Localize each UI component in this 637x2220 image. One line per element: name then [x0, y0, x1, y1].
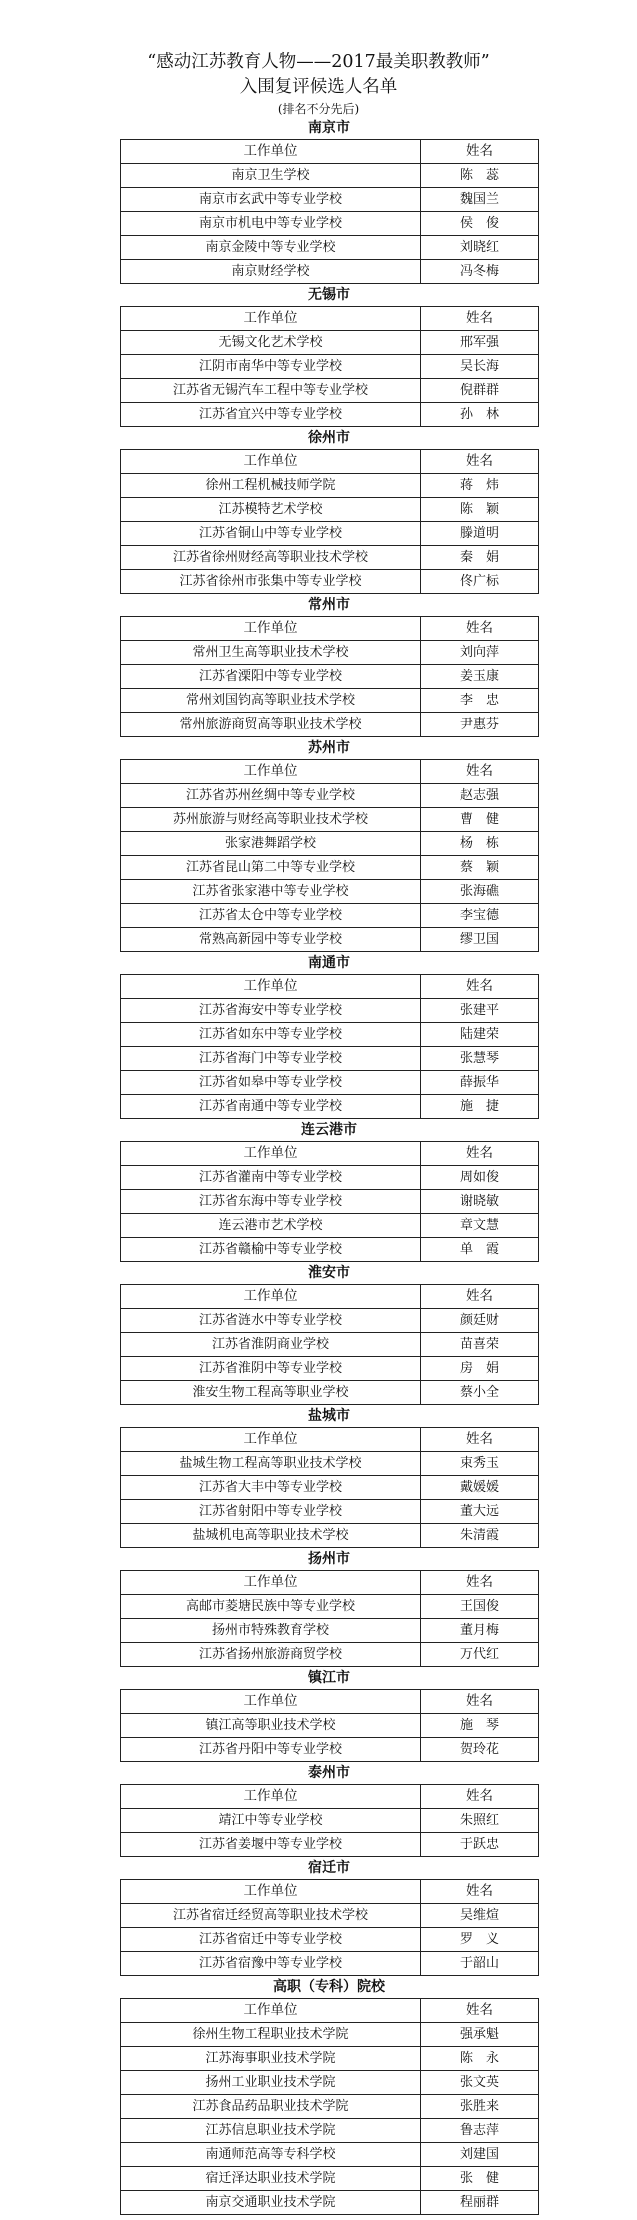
table-row — [121, 474, 539, 498]
region-section — [120, 1667, 538, 1762]
table-row — [121, 2119, 539, 2143]
region-title: 常州市 — [308, 597, 350, 613]
table-row — [121, 1738, 539, 1762]
work-unit-cell: 江苏信息职业技术学院 — [121, 2119, 421, 2143]
column-header-unit: 工作单位 — [121, 1428, 421, 1452]
person-name-cell: 万代红 — [421, 1643, 539, 1667]
column-header-unit: 工作单位 — [121, 307, 421, 331]
candidate-list — [120, 117, 538, 2215]
person-name-cell: 董大远 — [421, 1500, 539, 1524]
candidate-table — [120, 616, 539, 737]
person-name-cell: 张建平 — [421, 999, 539, 1023]
work-unit-cell: 江苏模特艺术学校 — [121, 498, 421, 522]
person-name-cell: 赵志强 — [421, 784, 539, 808]
table-row — [121, 808, 539, 832]
table-header-row — [121, 1428, 539, 1452]
table-row — [121, 260, 539, 284]
table-row — [121, 2071, 539, 2095]
work-unit-cell: 江苏省铜山中等专业学校 — [121, 522, 421, 546]
table-row — [121, 570, 539, 594]
candidate-table — [120, 306, 539, 427]
table-row — [121, 713, 539, 737]
region-section — [120, 284, 538, 427]
column-header-unit: 工作单位 — [121, 760, 421, 784]
work-unit-cell: 扬州市特殊教育学校 — [121, 1619, 421, 1643]
candidate-table — [120, 1141, 539, 1262]
person-name-cell: 张 健 — [421, 2167, 539, 2191]
table-row — [121, 1333, 539, 1357]
region-title: 无锡市 — [308, 287, 350, 303]
person-name-cell: 戴媛媛 — [421, 1476, 539, 1500]
work-unit-cell: 江苏省溧阳中等专业学校 — [121, 665, 421, 689]
person-name-cell: 张海礁 — [421, 880, 539, 904]
work-unit-cell: 江苏省射阳中等专业学校 — [121, 1500, 421, 1524]
candidate-table — [120, 1284, 539, 1405]
column-header-unit: 工作单位 — [121, 1880, 421, 1904]
work-unit-cell: 江苏省丹阳中等专业学校 — [121, 1738, 421, 1762]
person-name-cell: 倪群群 — [421, 379, 539, 403]
work-unit-cell: 江苏省淮阴中等专业学校 — [121, 1357, 421, 1381]
column-header-name: 姓名 — [421, 1690, 539, 1714]
candidate-table — [120, 1784, 539, 1857]
work-unit-cell: 南京财经学校 — [121, 260, 421, 284]
person-name-cell: 刘晓红 — [421, 236, 539, 260]
work-unit-cell: 江苏省如皋中等专业学校 — [121, 1071, 421, 1095]
column-header-unit: 工作单位 — [121, 1690, 421, 1714]
work-unit-cell: 江苏省海门中等专业学校 — [121, 1047, 421, 1071]
table-row — [121, 2167, 539, 2191]
person-name-cell: 鲁志萍 — [421, 2119, 539, 2143]
table-header-row — [121, 1785, 539, 1809]
person-name-cell: 董月梅 — [421, 1619, 539, 1643]
work-unit-cell: 江苏省徐州财经高等职业技术学校 — [121, 546, 421, 570]
person-name-cell: 陈 永 — [421, 2047, 539, 2071]
table-row — [121, 355, 539, 379]
candidate-table — [120, 974, 539, 1119]
region-section — [120, 1762, 538, 1857]
table-row — [121, 1238, 539, 1262]
title-line-1: “感动江苏教育人物——2017最美职教教师” — [147, 52, 490, 72]
work-unit-cell: 江苏食品药品职业技术学院 — [121, 2095, 421, 2119]
person-name-cell: 陈 蕊 — [421, 164, 539, 188]
table-row — [121, 236, 539, 260]
work-unit-cell: 江苏省姜堰中等专业学校 — [121, 1833, 421, 1857]
table-row — [121, 1357, 539, 1381]
person-name-cell: 陆建荣 — [421, 1023, 539, 1047]
table-row — [121, 1023, 539, 1047]
work-unit-cell: 常州刘国钧高等职业技术学校 — [121, 689, 421, 713]
table-row — [121, 689, 539, 713]
table-row — [121, 856, 539, 880]
work-unit-cell: 扬州工业职业技术学院 — [121, 2071, 421, 2095]
table-row — [121, 1928, 539, 1952]
candidate-table — [120, 1427, 539, 1548]
column-header-name: 姓名 — [421, 975, 539, 999]
work-unit-cell: 张家港舞蹈学校 — [121, 832, 421, 856]
column-header-unit: 工作单位 — [121, 1285, 421, 1309]
work-unit-cell: 连云港市艺术学校 — [121, 1214, 421, 1238]
table-row — [121, 1524, 539, 1548]
candidate-table — [120, 1879, 539, 1976]
person-name-cell: 蒋 炜 — [421, 474, 539, 498]
table-row — [121, 2143, 539, 2167]
person-name-cell: 佟广标 — [421, 570, 539, 594]
table-row — [121, 1809, 539, 1833]
person-name-cell: 蔡 颖 — [421, 856, 539, 880]
table-row — [121, 379, 539, 403]
person-name-cell: 罗 义 — [421, 1928, 539, 1952]
table-row — [121, 1047, 539, 1071]
work-unit-cell: 南京市机电中等专业学校 — [121, 212, 421, 236]
region-title: 徐州市 — [308, 430, 350, 446]
region-section — [120, 952, 538, 1119]
work-unit-cell: 江苏省苏州丝绸中等专业学校 — [121, 784, 421, 808]
person-name-cell: 侯 俊 — [421, 212, 539, 236]
person-name-cell: 冯冬梅 — [421, 260, 539, 284]
table-header-row — [121, 1571, 539, 1595]
person-name-cell: 施 捷 — [421, 1095, 539, 1119]
person-name-cell: 程丽群 — [421, 2191, 539, 2215]
table-header-row — [121, 1999, 539, 2023]
work-unit-cell: 江苏省宿迁中等专业学校 — [121, 1928, 421, 1952]
person-name-cell: 王国俊 — [421, 1595, 539, 1619]
table-row — [121, 498, 539, 522]
table-row — [121, 2191, 539, 2215]
column-header-name: 姓名 — [421, 1571, 539, 1595]
table-row — [121, 1381, 539, 1405]
work-unit-cell: 江苏省赣榆中等专业学校 — [121, 1238, 421, 1262]
work-unit-cell: 江苏省宜兴中等专业学校 — [121, 403, 421, 427]
person-name-cell: 邢军强 — [421, 331, 539, 355]
region-section — [120, 1262, 538, 1405]
table-row — [121, 999, 539, 1023]
region-section — [120, 1119, 538, 1262]
person-name-cell: 章文慧 — [421, 1214, 539, 1238]
person-name-cell: 于跃忠 — [421, 1833, 539, 1857]
column-header-unit: 工作单位 — [121, 450, 421, 474]
region-section — [120, 1857, 538, 1976]
person-name-cell: 刘向萍 — [421, 641, 539, 665]
table-row — [121, 1071, 539, 1095]
work-unit-cell: 高邮市菱塘民族中等专业学校 — [121, 1595, 421, 1619]
table-row — [121, 1595, 539, 1619]
table-row — [121, 1095, 539, 1119]
region-section — [120, 1548, 538, 1667]
candidate-table — [120, 759, 539, 952]
person-name-cell: 束秀玉 — [421, 1452, 539, 1476]
person-name-cell: 蔡小全 — [421, 1381, 539, 1405]
table-row — [121, 212, 539, 236]
column-header-unit: 工作单位 — [121, 617, 421, 641]
work-unit-cell: 徐州生物工程职业技术学院 — [121, 2023, 421, 2047]
work-unit-cell: 南京金陵中等专业学校 — [121, 236, 421, 260]
table-row — [121, 522, 539, 546]
person-name-cell: 滕道明 — [421, 522, 539, 546]
work-unit-cell: 江苏省大丰中等专业学校 — [121, 1476, 421, 1500]
work-unit-cell: 常州旅游商贸高等职业技术学校 — [121, 713, 421, 737]
person-name-cell: 单 霞 — [421, 1238, 539, 1262]
table-row — [121, 1714, 539, 1738]
person-name-cell: 苗喜荣 — [421, 1333, 539, 1357]
person-name-cell: 刘建国 — [421, 2143, 539, 2167]
table-row — [121, 641, 539, 665]
person-name-cell: 颜廷财 — [421, 1309, 539, 1333]
table-row — [121, 2047, 539, 2071]
table-row — [121, 188, 539, 212]
person-name-cell: 张文英 — [421, 2071, 539, 2095]
region-title: 扬州市 — [308, 1551, 350, 1567]
table-row — [121, 403, 539, 427]
work-unit-cell: 淮安生物工程高等职业学校 — [121, 1381, 421, 1405]
person-name-cell: 姜玉康 — [421, 665, 539, 689]
work-unit-cell: 镇江高等职业技术学校 — [121, 1714, 421, 1738]
column-header-name: 姓名 — [421, 617, 539, 641]
work-unit-cell: 江苏省灌南中等专业学校 — [121, 1166, 421, 1190]
column-header-unit: 工作单位 — [121, 975, 421, 999]
work-unit-cell: 江苏省昆山第二中等专业学校 — [121, 856, 421, 880]
work-unit-cell: 江苏省涟水中等专业学校 — [121, 1309, 421, 1333]
region-title: 宿迁市 — [308, 1860, 350, 1876]
work-unit-cell: 南京市玄武中等专业学校 — [121, 188, 421, 212]
work-unit-cell: 宿迁泽达职业技术学院 — [121, 2167, 421, 2191]
work-unit-cell: 江苏省南通中等专业学校 — [121, 1095, 421, 1119]
person-name-cell: 李 忠 — [421, 689, 539, 713]
person-name-cell: 张胜来 — [421, 2095, 539, 2119]
person-name-cell: 薛振华 — [421, 1071, 539, 1095]
person-name-cell: 于韶山 — [421, 1952, 539, 1976]
column-header-name: 姓名 — [421, 1880, 539, 1904]
table-header-row — [121, 450, 539, 474]
table-header-row — [121, 1690, 539, 1714]
person-name-cell: 李宝德 — [421, 904, 539, 928]
region-title: 南通市 — [308, 955, 350, 971]
table-header-row — [121, 975, 539, 999]
person-name-cell: 秦 娟 — [421, 546, 539, 570]
table-row — [121, 331, 539, 355]
person-name-cell: 魏国兰 — [421, 188, 539, 212]
person-name-cell: 陈 颖 — [421, 498, 539, 522]
table-row — [121, 1309, 539, 1333]
person-name-cell: 缪卫国 — [421, 928, 539, 952]
table-row — [121, 665, 539, 689]
work-unit-cell: 无锡文化艺术学校 — [121, 331, 421, 355]
person-name-cell: 张慧琴 — [421, 1047, 539, 1071]
work-unit-cell: 江苏省如东中等专业学校 — [121, 1023, 421, 1047]
region-title: 镇江市 — [308, 1670, 350, 1686]
work-unit-cell: 江苏省无锡汽车工程中等专业学校 — [121, 379, 421, 403]
region-section — [120, 594, 538, 737]
work-unit-cell: 江苏省宿迁经贸高等职业技术学校 — [121, 1904, 421, 1928]
column-header-name: 姓名 — [421, 450, 539, 474]
column-header-name: 姓名 — [421, 1999, 539, 2023]
table-header-row — [121, 617, 539, 641]
column-header-name: 姓名 — [421, 1785, 539, 1809]
table-row — [121, 832, 539, 856]
column-header-name: 姓名 — [421, 760, 539, 784]
person-name-cell: 施 琴 — [421, 1714, 539, 1738]
table-row — [121, 1904, 539, 1928]
table-row — [121, 1500, 539, 1524]
work-unit-cell: 南京交通职业技术学院 — [121, 2191, 421, 2215]
candidate-table — [120, 139, 539, 284]
work-unit-cell: 江苏省宿豫中等专业学校 — [121, 1952, 421, 1976]
column-header-name: 姓名 — [421, 140, 539, 164]
title-line-2: 入围复评候选人名单 — [239, 77, 398, 97]
table-row — [121, 1833, 539, 1857]
table-header-row — [121, 1880, 539, 1904]
column-header-unit: 工作单位 — [121, 1785, 421, 1809]
region-title: 苏州市 — [308, 740, 350, 756]
table-row — [121, 1166, 539, 1190]
table-row — [121, 164, 539, 188]
table-row — [121, 1190, 539, 1214]
work-unit-cell: 江苏省太仓中等专业学校 — [121, 904, 421, 928]
column-header-unit: 工作单位 — [121, 1142, 421, 1166]
candidate-table — [120, 1570, 539, 1667]
table-header-row — [121, 760, 539, 784]
region-title: 盐城市 — [308, 1408, 350, 1424]
table-row — [121, 1214, 539, 1238]
region-section — [120, 1405, 538, 1548]
table-row — [121, 1476, 539, 1500]
person-name-cell: 贺玲花 — [421, 1738, 539, 1762]
table-row — [121, 880, 539, 904]
region-section — [120, 737, 538, 952]
person-name-cell: 吴维煊 — [421, 1904, 539, 1928]
table-row — [121, 1452, 539, 1476]
person-name-cell: 周如俊 — [421, 1166, 539, 1190]
table-header-row — [121, 1285, 539, 1309]
region-title: 淮安市 — [308, 1265, 350, 1281]
table-header-row — [121, 1142, 539, 1166]
person-name-cell: 强承魁 — [421, 2023, 539, 2047]
region-title: 连云港市 — [301, 1122, 357, 1138]
column-header-name: 姓名 — [421, 307, 539, 331]
work-unit-cell: 江苏省淮阴商业学校 — [121, 1333, 421, 1357]
table-row — [121, 1952, 539, 1976]
work-unit-cell: 常州卫生高等职业技术学校 — [121, 641, 421, 665]
person-name-cell: 杨 栋 — [421, 832, 539, 856]
work-unit-cell: 盐城生物工程高等职业技术学校 — [121, 1452, 421, 1476]
work-unit-cell: 盐城机电高等职业技术学校 — [121, 1524, 421, 1548]
work-unit-cell: 江苏省徐州市张集中等专业学校 — [121, 570, 421, 594]
table-row — [121, 1619, 539, 1643]
work-unit-cell: 江苏海事职业技术学院 — [121, 2047, 421, 2071]
region-title: 泰州市 — [308, 1765, 350, 1781]
column-header-name: 姓名 — [421, 1142, 539, 1166]
work-unit-cell: 江苏省海安中等专业学校 — [121, 999, 421, 1023]
candidate-table — [120, 449, 539, 594]
candidate-table — [120, 1689, 539, 1762]
ranking-note: (排名不分先后) — [277, 102, 360, 116]
table-row — [121, 784, 539, 808]
work-unit-cell: 江苏省东海中等专业学校 — [121, 1190, 421, 1214]
person-name-cell: 尹惠芬 — [421, 713, 539, 737]
work-unit-cell: 靖江中等专业学校 — [121, 1809, 421, 1833]
person-name-cell: 曹 健 — [421, 808, 539, 832]
person-name-cell: 吴长海 — [421, 355, 539, 379]
work-unit-cell: 江阴市南华中等专业学校 — [121, 355, 421, 379]
table-row — [121, 1643, 539, 1667]
work-unit-cell: 徐州工程机械技师学院 — [121, 474, 421, 498]
column-header-unit: 工作单位 — [121, 1571, 421, 1595]
column-header-unit: 工作单位 — [121, 1999, 421, 2023]
table-row — [121, 2095, 539, 2119]
region-title: 南京市 — [308, 120, 350, 136]
work-unit-cell: 江苏省扬州旅游商贸学校 — [121, 1643, 421, 1667]
work-unit-cell: 苏州旅游与财经高等职业技术学校 — [121, 808, 421, 832]
region-title: 高职（专科）院校 — [273, 1979, 385, 1995]
work-unit-cell: 常熟高新园中等专业学校 — [121, 928, 421, 952]
region-section — [120, 117, 538, 284]
candidate-table — [120, 1998, 539, 2215]
person-name-cell: 朱照红 — [421, 1809, 539, 1833]
work-unit-cell: 江苏省张家港中等专业学校 — [121, 880, 421, 904]
table-row — [121, 2023, 539, 2047]
column-header-unit: 工作单位 — [121, 140, 421, 164]
person-name-cell: 房 娟 — [421, 1357, 539, 1381]
table-row — [121, 928, 539, 952]
table-header-row — [121, 140, 539, 164]
person-name-cell: 孙 林 — [421, 403, 539, 427]
column-header-name: 姓名 — [421, 1285, 539, 1309]
table-row — [121, 546, 539, 570]
person-name-cell: 谢晓敏 — [421, 1190, 539, 1214]
region-section — [120, 427, 538, 594]
table-header-row — [121, 307, 539, 331]
table-row — [121, 904, 539, 928]
region-section — [120, 1976, 538, 2215]
work-unit-cell: 南通师范高等专科学校 — [121, 2143, 421, 2167]
person-name-cell: 朱清霞 — [421, 1524, 539, 1548]
work-unit-cell: 南京卫生学校 — [121, 164, 421, 188]
column-header-name: 姓名 — [421, 1428, 539, 1452]
